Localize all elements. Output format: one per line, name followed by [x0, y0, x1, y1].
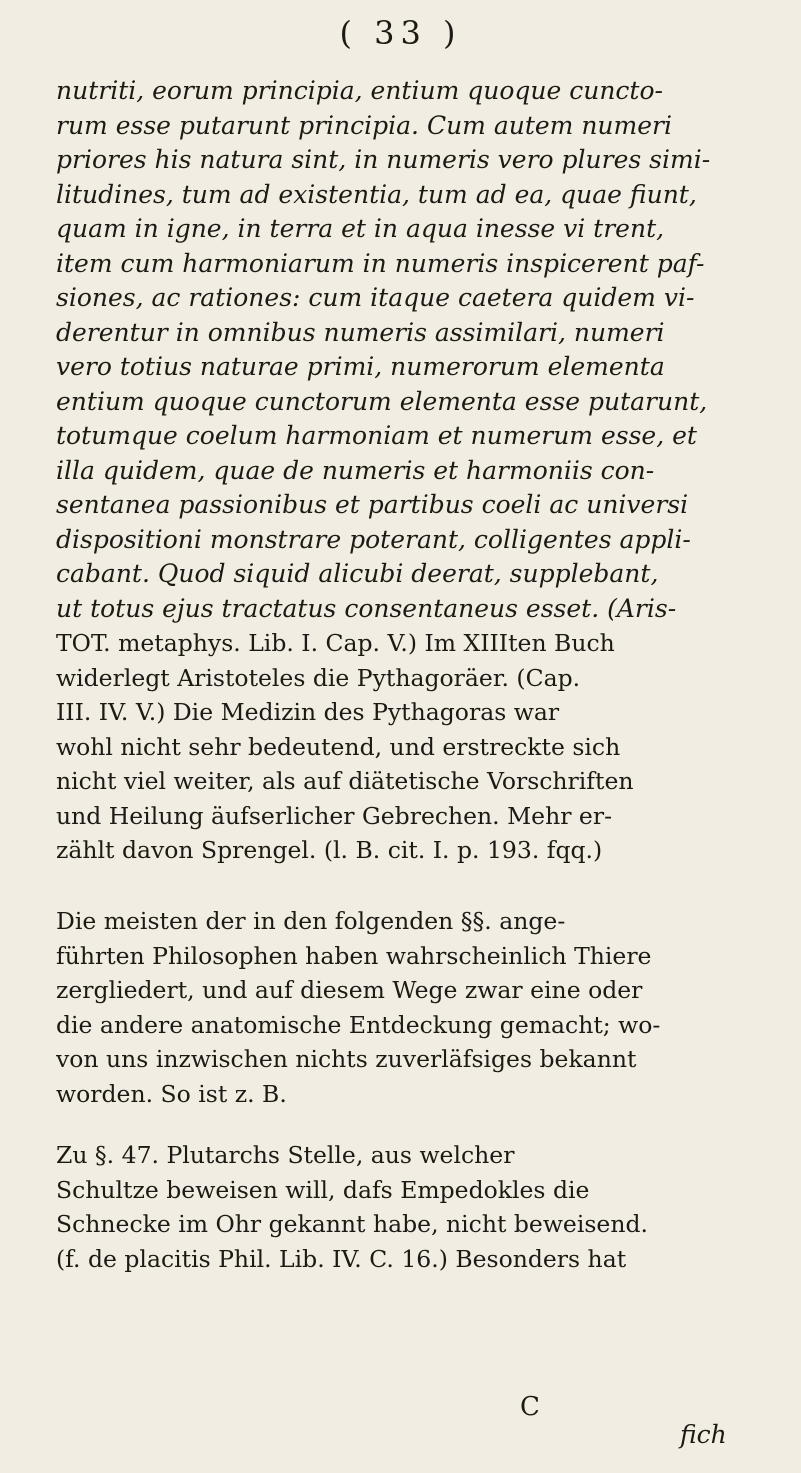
text-line: (f. de placitis Phil. Lib. IV. C. 16.) Besonders hat — [56, 1244, 627, 1273]
page-number: ( 33 ) — [339, 14, 462, 52]
german-continuation — [56, 626, 776, 868]
text-line: sentanea passionibus et partibus coeli ac universi — [56, 490, 689, 519]
text-line: quam in igne, in terra et in aqua inesse vi trent, — [56, 214, 665, 243]
text-line: und Heilung äufserlicher Gebrechen. Mehr er- — [56, 801, 613, 830]
text-line: priores his natura sint, in numeris vero plures simi- — [56, 145, 711, 174]
text-line: nicht viel weiter, als auf diätetische Vorschriften — [56, 767, 634, 795]
text-line: zählt davon Sprengel. (l. B. cit. I. p. 193. fqq.) — [56, 836, 603, 864]
text-line: Zu §. 47. Plutarchs Stelle, aus welcher — [56, 1141, 515, 1169]
text-line: cabant. Quod siquid alicubi deerat, supplebant, — [56, 559, 659, 588]
text-line: siones, ac rationes: cum itaque caetera quidem vi- — [56, 283, 695, 312]
text-line: die andere anatomische Entdeckung gemacht; wo- — [56, 1010, 661, 1039]
text-line: item cum harmoniarum in numeris inspicerent paf- — [56, 248, 705, 278]
text-line: totumque coelum harmoniam et numerum esse, et — [56, 421, 697, 450]
text-line: rum esse putarunt principia. Cum autem numeri — [56, 110, 672, 140]
text-line: führten Philosophen haben wahrscheinlich Thiere — [56, 941, 652, 970]
text-line: litudines, tum ad existentia, tum ad ea, quae fiunt, — [56, 179, 697, 209]
text-line: Schnecke im Ohr gekannt habe, nicht beweisend. — [56, 1210, 648, 1238]
text-line: worden. So ist z. B. — [56, 1079, 287, 1108]
text-line: wohl nicht sehr bedeutend, und erstreckte sich — [56, 732, 621, 761]
text-line: derentur in omnibus numeris assimilari, numeri — [56, 317, 665, 347]
text-line: III. IV. V.) Die Medizin des Pythagoras war — [56, 698, 560, 726]
text-line: dispositioni monstrare poterant, colligentes appli- — [56, 524, 691, 554]
text-line: entium quoque cunctorum elementa esse putarunt, — [56, 386, 708, 416]
text-line: TOT. metaphys. Lib. I. Cap. V.) Im XIIIten Buch — [56, 629, 615, 657]
text-line: Schultze beweisen will, dafs Empedokles die — [56, 1175, 590, 1204]
latin-paragraph — [56, 74, 776, 626]
text-line: illa quidem, quae de numeris et harmoniis con- — [56, 455, 655, 485]
text-line: widerlegt Aristoteles die Pythagoräer. (Cap. — [56, 663, 581, 692]
text-line: vero totius naturae primi, numerorum elementa — [56, 352, 665, 381]
signature-mark: C — [520, 1392, 540, 1422]
paragraph-3 — [56, 1138, 776, 1276]
text-line: Die meisten der in den folgenden §§. ange- — [56, 907, 566, 935]
text-line: ut totus ejus tractatus consentaneus esset. (Aris- — [56, 593, 677, 623]
paragraph-2 — [56, 904, 776, 1111]
text-line: nutriti, eorum principia, entium quoque cuncto- — [56, 76, 663, 105]
text-line: zergliedert, und auf diesem Wege zwar eine oder — [56, 976, 643, 1004]
catchword: fich — [680, 1420, 727, 1449]
text-line: von uns inzwischen nichts zuverläfsiges bekannt — [56, 1045, 637, 1073]
